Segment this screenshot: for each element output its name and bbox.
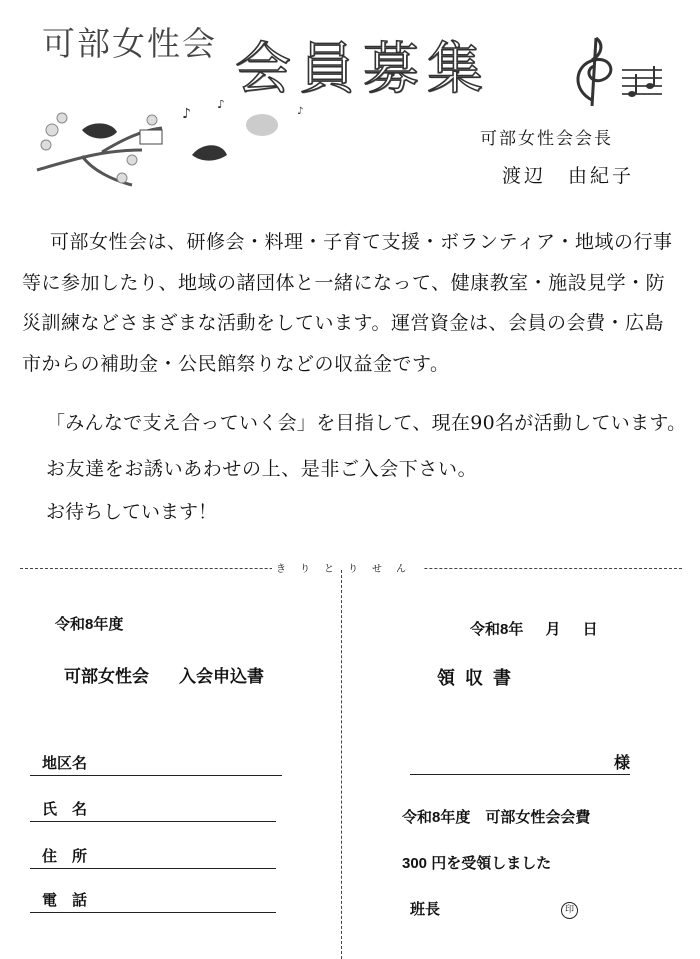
receipt-title: 領収書 [437,668,521,688]
receipt-amount-line: 300 円を受領しました [402,855,552,872]
org-name: 可部女性会 [42,24,217,63]
page-title: 会員募集 [235,37,491,102]
svg-text:♪: ♪ [182,106,191,122]
svg-text:♪: ♪ [297,106,304,117]
vertical-cut-line [341,570,342,959]
form-year: 令和8年度 [55,616,124,633]
goal-line: 「みんなで支え合っていく会」を目指して、現在90名が活動しています。 [46,412,687,434]
closing-line: お待ちしています！ [46,501,218,523]
receipt-name-field[interactable]: 様 [410,750,630,775]
intro-text: 可部女性会は、研修会・料理・子育て支援・ボランティア・地域の行事等に参加したり、地域の諸団体と一緒になって、健康教室・施設見学・防災訓練などさまざまな活動をしています。運営資金は、会員の会費・広島市からの補助金・公民館祭りなどの収益金です。 [22,231,673,375]
receipt-date: 令和8年 月 日 [470,621,598,638]
district-field[interactable]: 地区名 [30,752,282,776]
cut-label: きりとりせん [272,560,424,575]
form-org: 可部女性会 [64,667,149,686]
intro-paragraph [22,222,682,384]
chair-title: 可部女性会会長 [480,129,613,149]
name-field[interactable]: 氏 名 [30,798,276,822]
seal-mark: 印 [561,902,578,919]
receipt-leader: 班長 [410,901,441,918]
form-title [64,662,264,687]
form-title-text: 入会申込書 [179,667,264,686]
treble-clef-icon [562,30,672,110]
birds-branch-illustration [32,100,312,195]
phone-field[interactable]: 電 話 [30,889,276,913]
invite-line: お友達をお誘いあわせの上、是非ご入会下さい。 [46,458,478,480]
svg-text:♪: ♪ [217,100,225,111]
receipt-fee-line: 令和8年度 可部女性会会費 [402,809,591,826]
chair-name: 渡辺 由紀子 [502,165,635,187]
address-field[interactable]: 住 所 [30,845,276,869]
